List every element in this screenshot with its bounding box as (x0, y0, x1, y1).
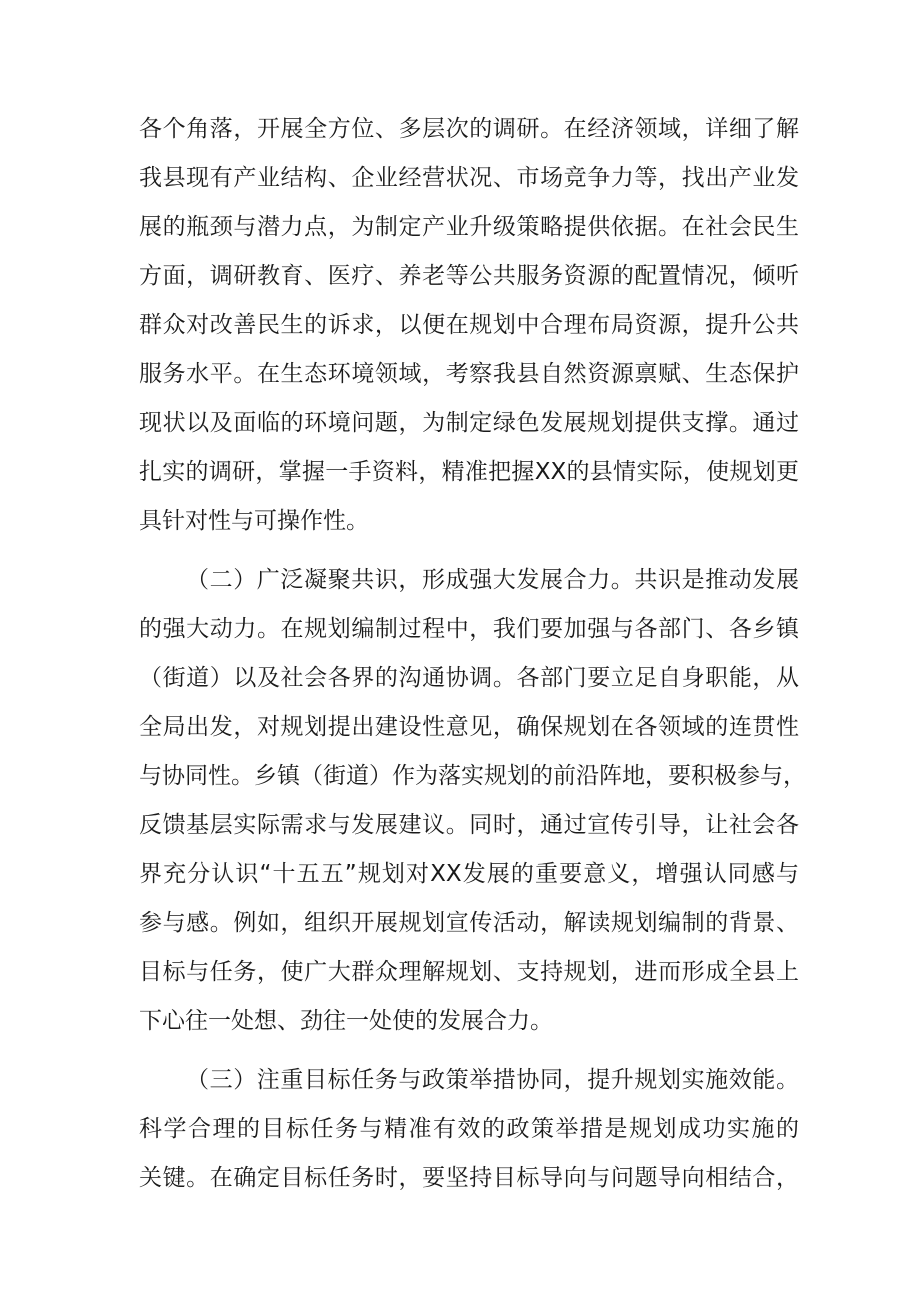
paragraph-2-line-6: 反馈基层实际需求与发展建议。同时，通过宣传引导，让社会各 (139, 812, 799, 838)
paragraph-2-heading-line: （二）广泛凝聚共识，形成强大发展合力。共识是推动发展 (186, 567, 799, 593)
paragraph-1-line-3: 展的瓶颈与潜力点，为制定产业升级策略提供依据。在社会民生 (139, 214, 799, 240)
paragraph-1-line-4: 方面，调研教育、医疗、养老等公共服务资源的配置情况，倾听 (139, 263, 799, 289)
paragraph-2-line-8: 参与感。例如，组织开展规划宣传活动，解读规划编制的背景、 (139, 910, 799, 936)
paragraph-1-line-5: 群众对改善民生的诉求，以便在规划中合理布局资源，提升公共 (139, 312, 799, 338)
paragraph-2-line-9: 目标与任务，使广大群众理解规划、支持规划，进而形成全县上 (139, 959, 799, 985)
paragraph-2-line-2: 的强大动力。在规划编制过程中，我们要加强与各部门、各乡镇 (139, 616, 799, 642)
paragraph-1-line-2: 我县现有产业结构、企业经营状况、市场竞争力等，找出产业发 (139, 165, 799, 191)
paragraph-2-line-7: 界充分认识“十五五”规划对XX发展的重要意义，增强认同感与 (139, 861, 799, 887)
paragraph-3-line-3: 关键。在确定目标任务时，要坚持目标导向与问题导向相结合， (139, 1165, 799, 1191)
paragraph-3-line-2: 科学合理的目标任务与精准有效的政策举措是规划成功实施的 (139, 1116, 799, 1142)
paragraph-2-line-4: 全局出发，对规划提出建设性意见，确保规划在各领域的连贯性 (139, 714, 799, 740)
paragraph-2-line-10: 下心往一处想、劲往一处使的发展合力。 (139, 1008, 553, 1034)
paragraph-1-line-8: 扎实的调研，掌握一手资料，精准把握XX的县情实际，使规划更 (139, 459, 799, 485)
paragraph-1-line-9: 具针对性与可操作性。 (139, 508, 369, 534)
paragraph-1-line-6: 服务水平。在生态环境领域，考察我县自然资源禀赋、生态保护 (139, 361, 799, 387)
paragraph-3-heading-line: （三）注重目标任务与政策举措协同，提升规划实施效能。 (186, 1067, 799, 1093)
paragraph-1-line-7: 现状以及面临的环境问题，为制定绿色发展规划提供支撑。通过 (139, 410, 799, 436)
paragraph-1-line-1: 各个角落，开展全方位、多层次的调研。在经济领域，详细了解 (139, 116, 799, 142)
paragraph-2-line-3: （街道）以及社会各界的沟通协调。各部门要立足自身职能，从 (139, 665, 799, 691)
paragraph-2-line-5: 与协同性。乡镇（街道）作为落实规划的前沿阵地，要积极参与， (139, 763, 806, 789)
